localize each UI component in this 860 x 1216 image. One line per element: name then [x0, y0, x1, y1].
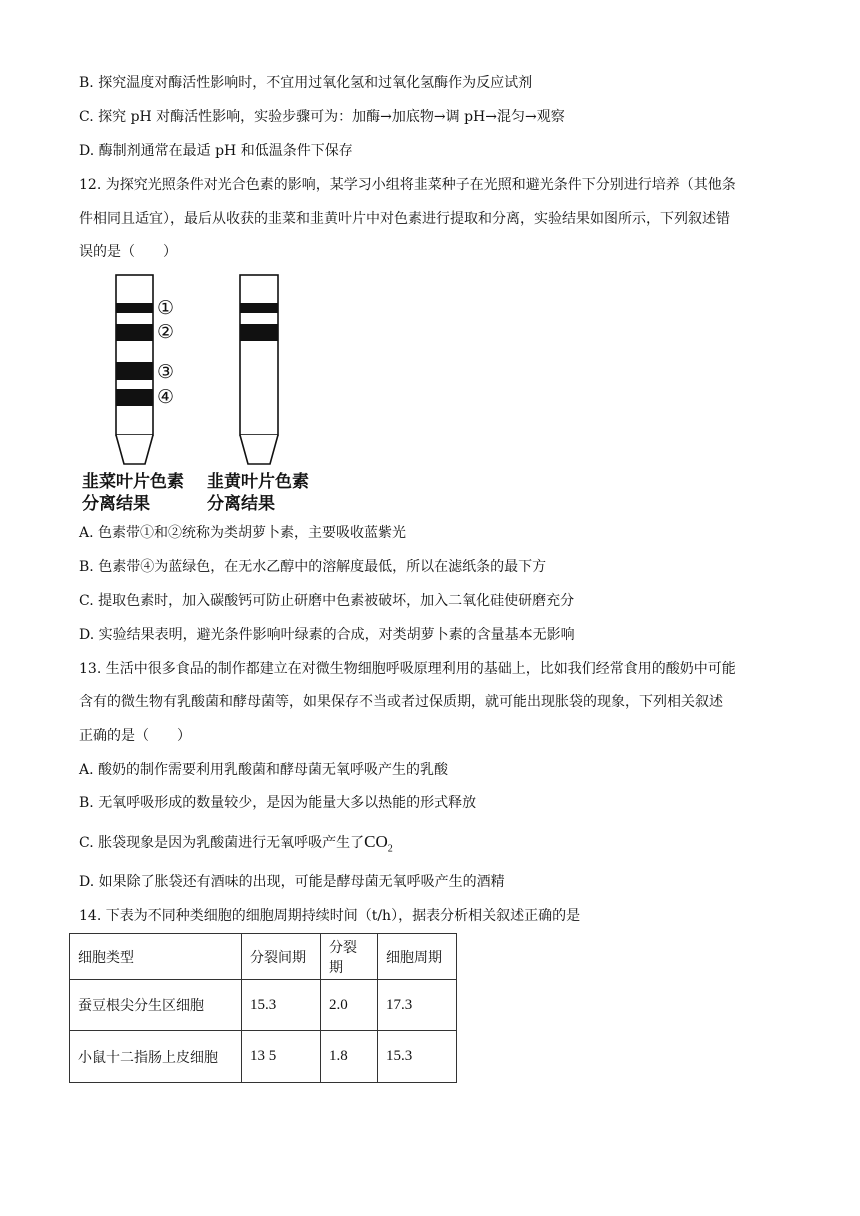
row-2-cycle: 15.3: [378, 1031, 457, 1083]
row-1-cell-type: 蚕豆根尖分生区细胞: [70, 980, 242, 1031]
leek-label-line-2: 分离结果: [82, 494, 150, 514]
band-2: [116, 324, 153, 341]
option-d-q11: D. 酶制剂通常在最适 pH 和低温条件下保存: [79, 143, 353, 159]
header-interphase: 分裂间期: [242, 934, 321, 980]
band-label-2: ②: [157, 321, 175, 343]
q12-option-d: D. 实验结果表明，避光条件影响叶绿素的合成，对类胡萝卜素的含量基本无影响: [79, 627, 575, 643]
row-1-cycle: 17.3: [378, 980, 457, 1031]
q13-option-b: B. 无氧呼吸形成的数量较少，是因为能量大多以热能的形式释放: [79, 795, 477, 811]
band-label-4: ④: [157, 386, 175, 408]
row-1-division: 2.0: [321, 980, 378, 1031]
row-2-division: 1.8: [321, 1031, 378, 1083]
chromatography-figure: [82, 272, 332, 522]
band-2-yellow: [240, 324, 278, 341]
q12-option-a: A. 色素带①和②统称为类胡萝卜素，主要吸收蓝紫光: [79, 525, 407, 541]
row-2-interphase: 13 5: [242, 1031, 321, 1083]
band-1-yellow: [240, 303, 278, 313]
q13-stem-line-2: 含有的微生物有乳酸菌和酵母菌等，如果保存不当或者过保质期，就可能出现胀袋的现象，下列相关叙述: [79, 694, 723, 710]
table-header-row: [70, 934, 457, 980]
band-4: [116, 389, 153, 406]
cell-cycle-table: [69, 933, 457, 1083]
q13-option-a: A. 酸奶的制作需要利用乳酸菌和酵母菌无氧呼吸产生的乳酸: [79, 762, 449, 778]
header-cell-type: 细胞类型: [70, 934, 242, 980]
option-b-q11: B. 探究温度对酶活性影响时，不宜用过氧化氢和过氧化氢酶作为反应试剂: [79, 75, 533, 91]
q13-option-c-text: C. 胀袋现象是因为乳酸菌进行无氧呼吸产生了: [79, 835, 365, 851]
leek-label-line-1: 韭菜叶片色素: [82, 472, 184, 492]
leek-leaf-strip: [116, 275, 153, 464]
yellow-leek-strip: [240, 275, 278, 464]
q12-option-c: C. 提取色素时，加入碳酸钙可防止研磨中色素被破坏，加入二氧化硅使研磨充分: [79, 593, 575, 609]
header-cell-cycle: 细胞周期: [378, 934, 457, 980]
q13-stem-line-1: 13. 生活中很多食品的制作都建立在对微生物细胞呼吸原理利用的基础上，比如我们经常食用的酸奶中可能: [79, 661, 736, 677]
header-division-phase: 分裂期: [321, 934, 378, 980]
band-label-3: ③: [157, 361, 175, 383]
q14-stem: 14. 下表为不同种类细胞的细胞周期持续时间（t/h），据表分析相关叙述正确的是: [79, 908, 581, 924]
q13-option-c: [79, 832, 393, 859]
q12-option-b: B. 色素带④为蓝绿色，在无水乙醇中的溶解度最低，所以在滤纸条的最下方: [79, 559, 547, 575]
row-1-interphase: 15.3: [242, 980, 321, 1031]
chromatography-strips: [82, 272, 332, 468]
band-label-1: ①: [157, 297, 175, 319]
co2-formula: $CO_2$: [364, 832, 393, 855]
option-c-q11: C. 探究 pH 对酶活性影响，实验步骤可为：加酶→加底物→调 pH→混匀→观察: [79, 109, 565, 125]
table-row: [70, 1031, 457, 1083]
q13-stem-line-3: 正确的是（ ）: [79, 728, 191, 744]
yellow-leek-label-line-1: 韭黄叶片色素: [207, 472, 309, 492]
q12-stem-line-2: 件相同且适宜），最后从收获的韭菜和韭黄叶片中对色素进行提取和分离，实验结果如图所示，下列叙述错: [79, 211, 730, 227]
q12-stem-line-1: 12. 为探究光照条件对光合色素的影响，某学习小组将韭菜种子在光照和避光条件下分别进行培养（其他条: [79, 177, 736, 193]
q12-stem-line-3: 误的是（ ）: [79, 244, 177, 260]
band-1: [116, 303, 153, 313]
row-2-cell-type: 小鼠十二指肠上皮细胞: [70, 1031, 242, 1083]
table-row: [70, 980, 457, 1031]
q13-option-d: D. 如果除了胀袋还有酒味的出现，可能是酵母菌无氧呼吸产生的酒精: [79, 874, 505, 890]
band-3: [116, 362, 153, 380]
yellow-leek-label-line-2: 分离结果: [207, 494, 275, 514]
